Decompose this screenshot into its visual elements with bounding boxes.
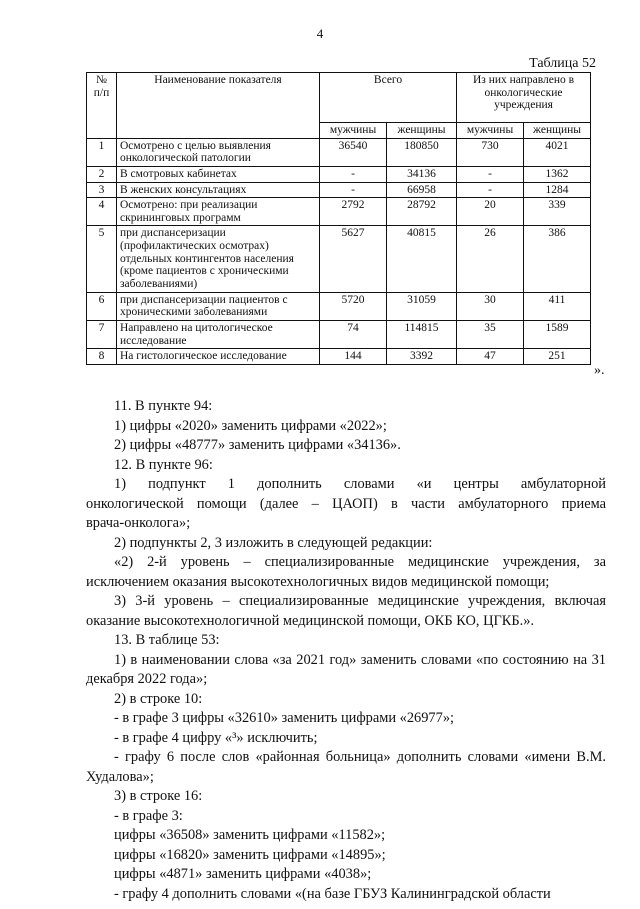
table-row xyxy=(87,226,591,292)
header-total-women: женщины xyxy=(387,123,457,139)
table-row xyxy=(87,349,591,365)
paragraph: - в графе 3: xyxy=(114,807,183,824)
total-women: 180850 xyxy=(387,138,457,166)
paragraph: 11. В пункте 94: xyxy=(114,398,213,414)
paragraph: 1) цифры «2020» заменить цифрами «2022»; xyxy=(114,417,387,434)
indicator-name: Осмотрено: при реализации скрининговых программ xyxy=(117,198,320,226)
closing-quote: ». xyxy=(594,363,605,378)
paragraph: - в графе 4 цифру «³» исключить; xyxy=(114,729,318,746)
paragraph: 12. В пункте 96: xyxy=(114,456,213,473)
paragraph: 2) цифры «48777» заменить цифрами «34136». xyxy=(114,437,401,453)
total-men: 144 xyxy=(320,349,387,365)
header-name: Наименование показателя xyxy=(117,73,320,139)
total-men: 74 xyxy=(320,320,387,348)
indicator-name: На гистологическое исследование xyxy=(117,349,320,365)
paragraph: цифры «16820» заменить цифрами «14895»; xyxy=(114,846,386,863)
paragraph: «2) 2-й уровень – специализированные медицинские учреждения, за исключением оказания высокотехнологичных видов медицинской помощи; xyxy=(86,554,606,590)
table-row xyxy=(87,320,591,348)
row-number: 8 xyxy=(87,349,117,365)
paragraph: 2) подпункты 2, 3 изложить в следующей редакции: xyxy=(114,534,433,551)
total-men: 5627 xyxy=(320,226,387,292)
onco-women: 1362 xyxy=(524,166,591,182)
header-onco-women: женщины xyxy=(524,123,591,139)
paragraph: 1) подпункт 1 дополнить словами «и центры амбулаторной онкологической помощи (далее – ЦАОП) в части амбулаторного приема врача-онколога»; xyxy=(86,476,606,531)
total-men: - xyxy=(320,166,387,182)
indicator-name: при диспансеризации (профилактических осмотрах) отдельных контингентов населения (кроме пациентов с хроническими заболеваниями) xyxy=(117,226,320,292)
amendment-text xyxy=(86,397,606,904)
paragraph: - в графе 3 цифры «32610» заменить цифрами «26977»; xyxy=(114,710,455,726)
row-number: 7 xyxy=(87,320,117,348)
onco-women: 1284 xyxy=(524,182,591,198)
header-onco: Из них направлено в онкологические учреждения xyxy=(457,73,591,123)
onco-women: 339 xyxy=(524,198,591,226)
header-total: Всего xyxy=(320,73,457,123)
onco-men: 30 xyxy=(457,292,524,320)
header-total-men: мужчины xyxy=(320,123,387,139)
paragraph: цифры «36508» заменить цифрами «11582»; xyxy=(114,827,386,843)
total-men: - xyxy=(320,182,387,198)
total-men: 5720 xyxy=(320,292,387,320)
onco-men: 35 xyxy=(457,320,524,348)
paragraph: цифры «4871» заменить цифрами «4038»; xyxy=(114,866,372,882)
paragraph: 1) в наименовании слова «за 2021 год» заменить словами «по состоянию на 31 декабря 2022 года»; xyxy=(86,651,606,687)
total-men: 36540 xyxy=(320,138,387,166)
total-women: 114815 xyxy=(387,320,457,348)
row-number: 3 xyxy=(87,182,117,198)
paragraph: 13. В таблице 53: xyxy=(114,632,220,648)
data-table xyxy=(86,72,591,365)
indicator-name: В смотровых кабинетах xyxy=(117,166,320,182)
paragraph: 3) в строке 16: xyxy=(114,788,203,804)
total-women: 28792 xyxy=(387,198,457,226)
table-row xyxy=(87,292,591,320)
onco-men: 26 xyxy=(457,226,524,292)
paragraph: - графу 6 после слов «районная больница» дополнить словами «имени В.М. Худалова»; xyxy=(86,749,606,785)
row-number: 1 xyxy=(87,138,117,166)
table-label: Таблица 52 xyxy=(529,56,596,71)
onco-men: 47 xyxy=(457,349,524,365)
table-row xyxy=(87,182,591,198)
indicator-name: В женских консультациях xyxy=(117,182,320,198)
page-number: 4 xyxy=(316,26,324,41)
table-row xyxy=(87,198,591,226)
total-men: 2792 xyxy=(320,198,387,226)
paragraph: - графу 4 дополнить словами «(на базе ГБУЗ Калининградской области xyxy=(114,885,551,902)
header-onco-men: мужчины xyxy=(457,123,524,139)
onco-men: 730 xyxy=(457,138,524,166)
row-number: 6 xyxy=(87,292,117,320)
indicator-name: при диспансеризации пациентов с хроническими заболеваниями xyxy=(117,292,320,320)
paragraph: 3) 3-й уровень – специализированные медицинские учреждения, включая оказание высокотехнологичной медицинской помощи, ОКБ КО, ЦГКБ.». xyxy=(86,593,606,629)
onco-women: 251 xyxy=(524,349,591,365)
row-number: 2 xyxy=(87,166,117,182)
header-num: № п/п xyxy=(87,73,117,139)
row-number: 5 xyxy=(87,226,117,292)
row-number: 4 xyxy=(87,198,117,226)
onco-women: 386 xyxy=(524,226,591,292)
total-women: 34136 xyxy=(387,166,457,182)
table-row xyxy=(87,166,591,182)
onco-women: 4021 xyxy=(524,138,591,166)
total-women: 66958 xyxy=(387,182,457,198)
onco-men: - xyxy=(457,166,524,182)
onco-men: 20 xyxy=(457,198,524,226)
total-women: 31059 xyxy=(387,292,457,320)
total-women: 40815 xyxy=(387,226,457,292)
paragraph: 2) в строке 10: xyxy=(114,690,203,707)
indicator-name: Осмотрено с целью выявления онкологической патологии xyxy=(117,138,320,166)
indicator-name: Направлено на цитологическое исследование xyxy=(117,320,320,348)
total-women: 3392 xyxy=(387,349,457,365)
onco-men: - xyxy=(457,182,524,198)
table-row xyxy=(87,138,591,166)
onco-women: 1589 xyxy=(524,320,591,348)
onco-women: 411 xyxy=(524,292,591,320)
